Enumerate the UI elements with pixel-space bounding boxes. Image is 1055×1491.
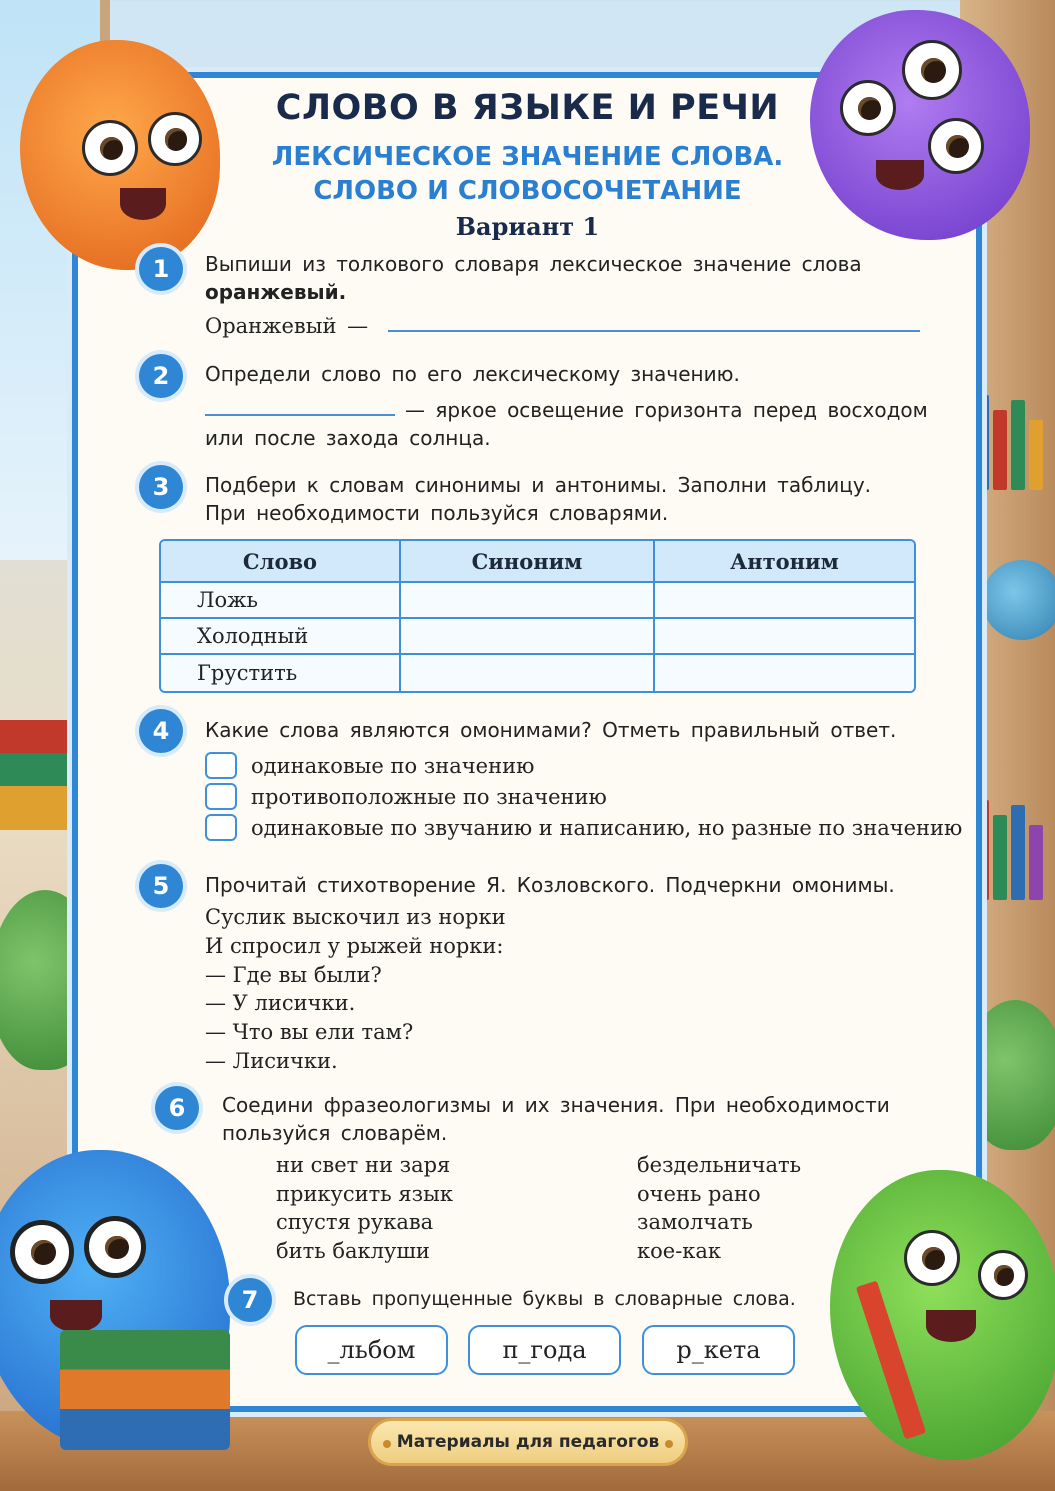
task-3-text: Подбери к словам синонимы и антонимы. Заполни таблицу. При необходимости пользуйся словарями. bbox=[205, 473, 872, 525]
task-number: 2 bbox=[139, 354, 183, 398]
background-books bbox=[975, 800, 1045, 900]
table-cell-word: Грустить bbox=[161, 655, 401, 691]
meaning-item[interactable]: бездельничать bbox=[637, 1153, 802, 1177]
table-cell-antonym[interactable] bbox=[655, 619, 914, 655]
dictionary-word-box[interactable]: _льбом bbox=[295, 1325, 448, 1375]
task-number: 5 bbox=[139, 864, 183, 908]
poem-line: Суслик выскочил из норки bbox=[205, 905, 506, 929]
table-header: Антоним bbox=[655, 541, 914, 583]
phrase-item[interactable]: ни свет ни заря bbox=[276, 1153, 451, 1177]
synonym-table bbox=[159, 539, 916, 693]
poem-line: — Лисички. bbox=[205, 1048, 338, 1073]
table-cell-synonym[interactable] bbox=[401, 619, 655, 655]
option-item: противоположные по значению bbox=[205, 783, 607, 810]
answer-line[interactable] bbox=[388, 312, 920, 332]
table-cell-antonym[interactable] bbox=[655, 583, 914, 619]
phrases-column bbox=[276, 1151, 453, 1265]
table-cell-synonym[interactable] bbox=[401, 583, 655, 619]
books-stack bbox=[60, 1330, 230, 1450]
poem bbox=[205, 903, 506, 1076]
task-1-text: Выпиши из толкового словаря лексическое значение слова оранжевый. bbox=[205, 252, 862, 304]
variant-label: Вариант 1 bbox=[455, 212, 600, 241]
poem-line: — Что вы ели там? bbox=[205, 1020, 414, 1045]
answer-line[interactable] bbox=[205, 396, 395, 416]
dictionary-word-box[interactable]: р_кета bbox=[642, 1325, 795, 1375]
table-cell-antonym[interactable] bbox=[655, 655, 914, 691]
meaning-item[interactable]: замолчать bbox=[637, 1210, 753, 1234]
phrase-item[interactable]: спустя рукава bbox=[276, 1210, 434, 1234]
task-2-definition: — яркое освещение горизонта перед восходом bbox=[405, 398, 928, 422]
task-7-text: Вставь пропущенные буквы в словарные слова. bbox=[293, 1288, 796, 1310]
task-number: 6 bbox=[155, 1086, 199, 1130]
task-number: 4 bbox=[139, 709, 183, 753]
table-cell-word: Холодный bbox=[161, 619, 401, 655]
phrase-item[interactable]: бить баклуши bbox=[276, 1238, 430, 1263]
page-subtitle: ЛЕКСИЧЕСКОЕ ЗНАЧЕНИЕ СЛОВА. СЛОВО И СЛОВОСОЧЕТАНИЕ bbox=[271, 142, 784, 206]
option-checkbox[interactable] bbox=[205, 752, 237, 779]
task-2-definition: или после захода солнца. bbox=[205, 426, 491, 450]
option-checkbox[interactable] bbox=[205, 814, 237, 841]
background-books bbox=[975, 390, 1045, 490]
task-6-text: Соедини фразеологизмы и их значения. При необходимости пользуйся словарём. bbox=[222, 1093, 890, 1145]
meanings-column bbox=[637, 1151, 801, 1265]
option-item: одинаковые по значению bbox=[205, 752, 534, 779]
table-header: Слово bbox=[161, 541, 401, 583]
table-cell-synonym[interactable] bbox=[401, 655, 655, 691]
footer-badge: Материалы для педагогов bbox=[368, 1418, 688, 1466]
globe-icon bbox=[982, 560, 1055, 640]
task-5-text: Прочитай стихотворение Я. Козловского. Подчеркни омонимы. bbox=[205, 873, 895, 897]
table-row bbox=[161, 583, 914, 619]
meaning-item[interactable]: очень рано bbox=[637, 1181, 761, 1206]
task-1-prompt: Оранжевый — bbox=[205, 314, 369, 338]
poem-line: И спросил у рыжей норки: bbox=[205, 933, 504, 958]
table-row bbox=[161, 619, 914, 655]
table-header: Синоним bbox=[401, 541, 655, 583]
task-2-text: Определи слово по его лексическому значению. bbox=[205, 362, 740, 386]
task-4-text: Какие слова являются омонимами? Отметь правильный ответ. bbox=[205, 718, 897, 742]
task-number: 3 bbox=[139, 465, 183, 509]
table-row bbox=[161, 655, 914, 691]
dictionary-word-box[interactable]: п_года bbox=[468, 1325, 621, 1375]
option-checkbox[interactable] bbox=[205, 783, 237, 810]
table-cell-word: Ложь bbox=[161, 583, 401, 619]
phrase-item[interactable]: прикусить язык bbox=[276, 1181, 453, 1206]
option-item: одинаковые по звучанию и написанию, но разные по значению bbox=[205, 814, 962, 841]
background-books bbox=[0, 720, 75, 830]
meaning-item[interactable]: кое-как bbox=[637, 1238, 722, 1263]
task-number: 1 bbox=[139, 247, 183, 291]
page-title: СЛОВО В ЯЗЫКЕ И РЕЧИ bbox=[275, 88, 780, 128]
poem-line: — Где вы были? bbox=[205, 962, 382, 987]
task-number: 7 bbox=[228, 1278, 272, 1322]
poem-line: — У лисички. bbox=[205, 991, 356, 1016]
